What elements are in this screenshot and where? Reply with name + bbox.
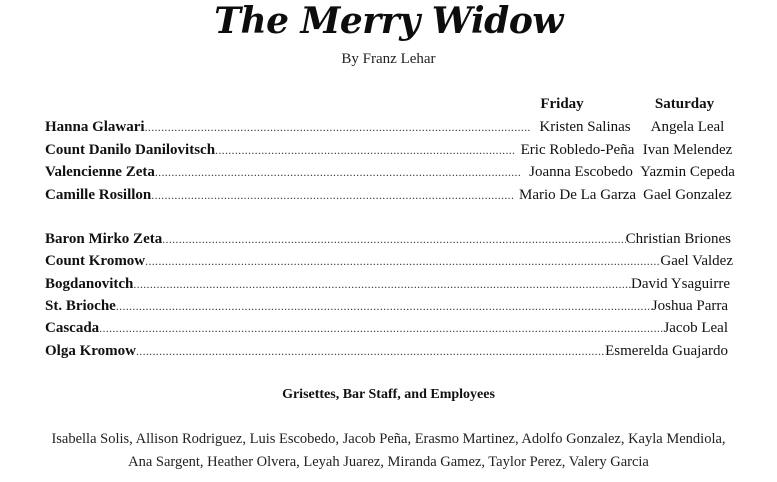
role-name: Count Danilo Danilovitsch bbox=[45, 142, 216, 158]
page-title: The Merry Widow bbox=[214, 0, 563, 42]
actor-name: David Ysaguirre bbox=[631, 276, 730, 292]
dot-leader bbox=[99, 317, 663, 339]
byline: By Franz Lehar bbox=[341, 51, 436, 67]
cast-row bbox=[45, 228, 731, 250]
dot-leader bbox=[145, 116, 530, 138]
saturday-column-header: Saturday bbox=[654, 96, 715, 112]
friday-actor: Joanna Escobedo bbox=[529, 164, 633, 180]
role-name: Camille Rosillon bbox=[45, 187, 152, 203]
saturday-actor: Yazmin Cepeda bbox=[640, 164, 735, 180]
role-name: Baron Mirko Zeta bbox=[45, 231, 163, 247]
friday-actor: Mario De La Garza bbox=[518, 187, 637, 203]
dot-leader bbox=[162, 228, 625, 250]
friday-actor: Eric Robledo-Peña bbox=[520, 142, 635, 158]
cast-row bbox=[45, 116, 735, 138]
cast-row bbox=[45, 340, 728, 362]
cast-row bbox=[45, 161, 735, 183]
dot-leader bbox=[155, 161, 522, 183]
saturday-actor: Gael Gonzalez bbox=[643, 187, 732, 203]
cast-row bbox=[45, 184, 735, 206]
saturday-actor: Angela Leal bbox=[650, 119, 725, 135]
actor-name: Esmerelda Guajardo bbox=[605, 343, 728, 359]
actor-name: Gael Valdez bbox=[660, 253, 733, 269]
role-name: St. Brioche bbox=[45, 298, 116, 314]
role-name: Hanna Glawari bbox=[45, 119, 145, 135]
role-name: Bogdanovitch bbox=[45, 276, 134, 292]
role-name: Cascada bbox=[45, 320, 100, 336]
ensemble-list: Isabella Solis, Allison Rodriguez, Luis Escobedo, Jacob Peña, Erasmo Martinez, Adolfo Gonzalez, Kayla Mendiola, Ana Sargent, Heather Olvera, Leyah Juarez, Miranda Gamez, Taylor Perez, Valery Garcia bbox=[51, 431, 726, 470]
dot-leader bbox=[145, 250, 660, 272]
role-name: Olga Kromow bbox=[45, 343, 136, 359]
friday-actor: Kristen Salinas bbox=[539, 119, 631, 135]
cast-row bbox=[45, 250, 733, 272]
cast-row bbox=[45, 273, 730, 295]
dot-leader bbox=[215, 139, 515, 161]
actor-name: Christian Briones bbox=[625, 231, 731, 247]
cast-row bbox=[45, 295, 728, 317]
role-name: Count Kromow bbox=[45, 253, 146, 269]
dot-leader bbox=[133, 273, 631, 295]
ensemble-heading: Grisettes, Bar Staff, and Employees bbox=[282, 387, 495, 402]
cast-row bbox=[45, 139, 735, 161]
saturday-actor: Ivan Melendez bbox=[642, 142, 733, 158]
actor-name: Jacob Leal bbox=[663, 320, 728, 336]
dot-leader bbox=[151, 184, 515, 206]
actor-name: Joshua Parra bbox=[651, 298, 728, 314]
dot-leader bbox=[116, 295, 652, 317]
role-name: Valencienne Zeta bbox=[45, 164, 155, 180]
cast-row bbox=[45, 317, 728, 339]
friday-column-header: Friday bbox=[540, 96, 584, 112]
dot-leader bbox=[136, 340, 605, 362]
